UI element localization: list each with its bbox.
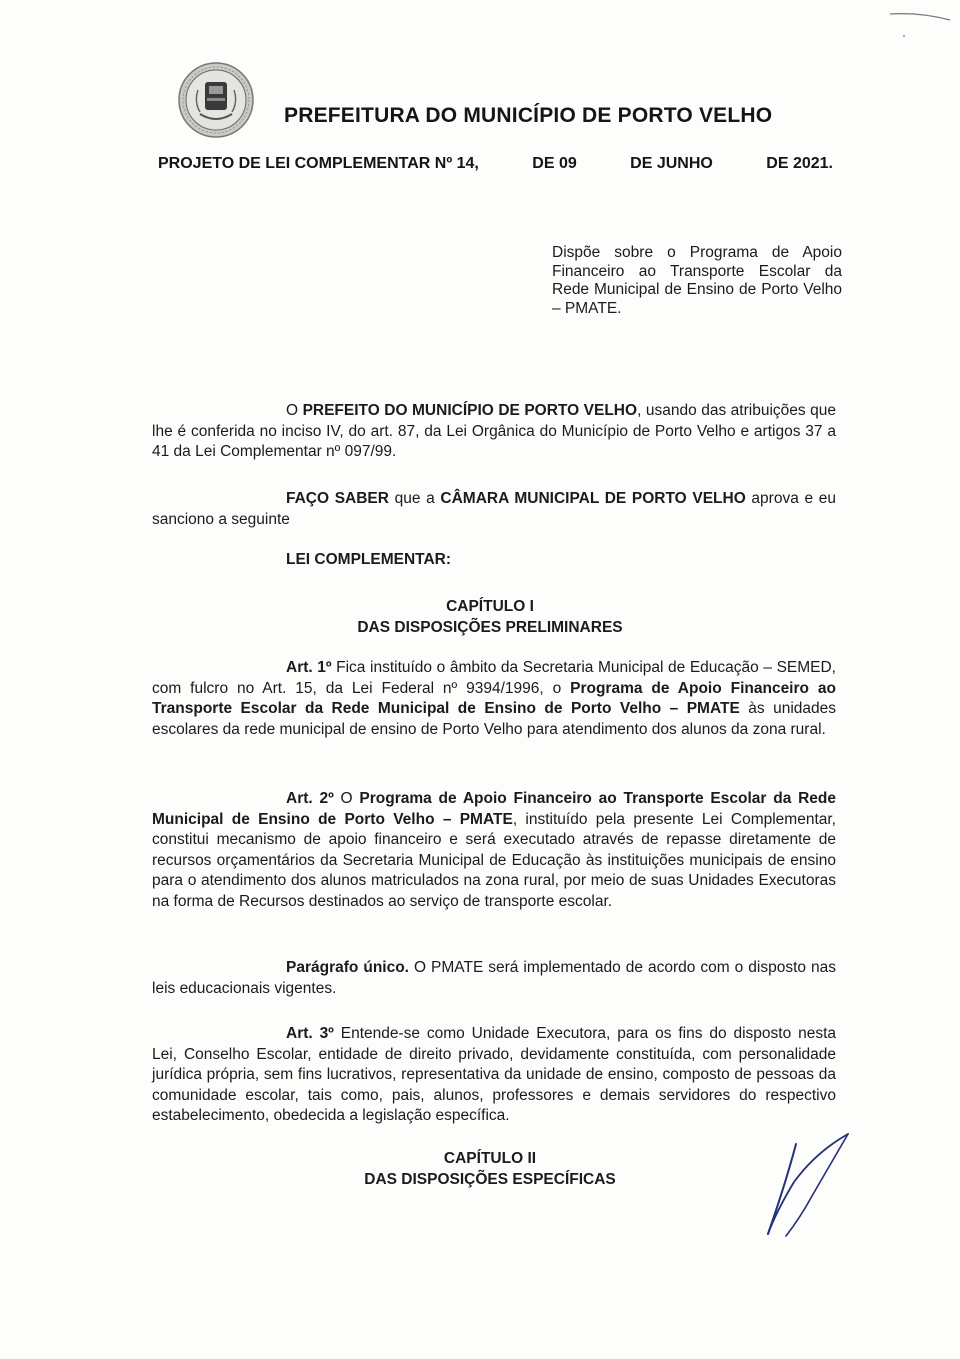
article-2-text-end: , instituído pela presente Lei Complementar, constitui mecanismo de apoio financeiro e será executado através de repasse diretamente de recursos orçamentários da Secretaria Municipal de Educação às instituições municipais de ensino para o atendimento dos alunos matriculados na zona rural, por meio de suas Unidades Executoras na forma de Recursos destinados ao serviço de transporte escolar.: [152, 810, 836, 910]
article-2-label: Art. 2º: [286, 790, 334, 807]
article-1-label: Art. 1º: [286, 659, 332, 676]
article-2: [152, 789, 836, 912]
article-2-text: O: [333, 790, 360, 807]
article-3: [152, 1024, 836, 1127]
paragrafo-unico: [152, 958, 836, 999]
article-1-program: Programa de Apoio Financeiro ao Transporte Escolar da Rede Municipal de Ensino de Porto Velho – PMATE: [152, 679, 836, 717]
enactment-text: aprova e eu sanciono a seguinte: [152, 490, 836, 528]
bill-number: PROJETO DE LEI COMPLEMENTAR Nº 14,: [158, 155, 479, 172]
article-2-program: Programa de Apoio Financeiro ao Transporte Escolar da Rede Municipal de Ensino de Porto Velho – PMATE: [152, 790, 836, 828]
paragrafo-unico-text: O PMATE será implementado de acordo com o disposto nas leis educacionais vigentes.: [152, 959, 836, 997]
preamble-paragraph: [152, 401, 836, 463]
chapter-2-number: CAPÍTULO II: [443, 1150, 537, 1167]
article-3-text: Entende-se como Unidade Executora, para os fins do disposto nesta Lei, Conselho Escolar, entidade de direito privado, devidamente constituída, com personalidade jurídica própria, sem fins lucrativos, representativa da unidade de ensino, composto de pessoas da comunidade escolar, tais como, pais, alunos, professores e demais servidores do respectivo estabelecimento, obedecida a legislação específica.: [152, 1025, 836, 1124]
bill-day: DE 09: [532, 155, 577, 172]
page-title: PREFEITURA DO MUNICÍPIO DE PORTO VELHO: [284, 104, 773, 127]
preamble-text: , usando das atribuições que lhe é conferida no inciso IV, do art. 87, da Lei Orgânica do Município de Porto Velho e artigos 37 a 41 da Lei Complementar nº 097/99.: [152, 402, 836, 460]
chapter-1-number: CAPÍTULO I: [446, 598, 534, 615]
signature-initials-icon: [756, 1132, 856, 1242]
enactment-mid: que a: [388, 490, 441, 507]
bill-year: DE 2021.: [766, 155, 833, 172]
chapter-1-heading: [300, 596, 680, 638]
chapter-1-title: DAS DISPOSIÇÕES PRELIMINARES: [357, 619, 623, 636]
preamble-prefix: O: [286, 402, 303, 419]
article-1-text: Fica instituído o âmbito da Secretaria Municipal de Educação – SEMED, com fulcro no Art. 15, da Lei Federal nº 9394/1996, o: [152, 659, 836, 697]
bill-number-line: [158, 155, 833, 173]
chapter-2-title: DAS DISPOSIÇÕES ESPECÍFICAS: [364, 1171, 616, 1188]
enactment-faco-saber: FAÇO SABER: [286, 490, 389, 507]
enactment-camara: CÂMARA MUNICIPAL DE PORTO VELHO: [440, 490, 746, 507]
article-1-text-end: às unidades escolares da rede municipal de ensino de Porto Velho para atendimento dos alunos da zona rural.: [152, 700, 836, 738]
enactment-paragraph: [152, 489, 836, 530]
lei-heading: LEI COMPLEMENTAR:: [286, 551, 452, 568]
municipal-seal-icon: [176, 60, 256, 140]
paragrafo-unico-label: Parágrafo único.: [286, 959, 409, 976]
chapter-2-heading: [300, 1148, 680, 1190]
scan-mark: [890, 8, 960, 38]
bill-month: DE JUNHO: [630, 155, 713, 172]
article-1: [152, 658, 836, 740]
article-3-label: Art. 3º: [286, 1025, 334, 1042]
ementa: Dispõe sobre o Programa de Apoio Financeiro ao Transporte Escolar da Rede Municipal de Ensino de Porto Velho – PMATE.: [552, 244, 842, 317]
preamble-authority: PREFEITO DO MUNICÍPIO DE PORTO VELHO: [302, 402, 638, 419]
